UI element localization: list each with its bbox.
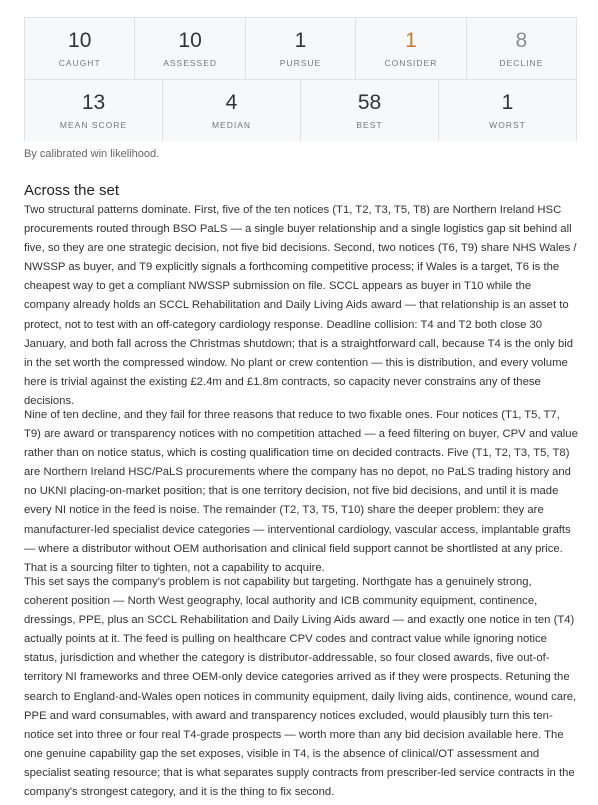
stat-median <box>162 80 300 141</box>
stat-consider <box>355 18 465 79</box>
stat-label: DECLINE <box>499 58 544 68</box>
stat-value: 4 <box>225 91 238 114</box>
stat-value: 10 <box>178 29 202 52</box>
paragraph-structural-patterns: Two structural patterns dominate. First, five of the ten notices (T1, T2, T3, T5, T8) are Northern Ireland HSC procurements routed through BSO PaLS — a single buyer relationship and a single logistics gap sit behind all five, so they are one strategic decision, not five bid decisions. Second, two notices (T6, T9) share NHS Wales / NWSSP as buyer, and T9 explicitly signals a forthcoming competitive process; if Wales is a target, T6 is the cheapest way to get a compliant NWSSP submission on file. SCCL appears as buyer in T10 while the company already holds an SCCL Rehabilitation and Daily Living Aids award — that relationship is an asset to protect, not to test with an off-category cardiology response. Deadline collision: T4 and T2 both close 30 January, and both fall across the Christmas shutdown; that is a straightforward call, because T4 is the only bid in the set worth the compressed window. No plant or crew contention — this is distribution, and every volume here is trivial against the existing £2.4m and £1.8m contracts, so capacity never constrains any of these decisions. <box>24 204 577 407</box>
stat-value: 1 <box>501 91 514 114</box>
stats-grid <box>24 17 577 141</box>
stat-value: 10 <box>68 29 92 52</box>
stats-row-scores <box>25 79 576 141</box>
paragraph-decline-reasons: Nine of ten decline, and they fail for three reasons that reduce to two fixable ones. Four notices (T1, T5, T7, T9) are award or transparency notices with no competition attached — a feed filtering on buyer, CPV and value rather than on notice status, which is costing qualification time on decided contracts. Five (T1, T2, T3, T5, T8) are Northern Ireland HSC/PaLS procurements where the company has no depot, no PaLS trading history and no UKNI placing-on-market position; that is one territory decision, not five bid decisions, and until it is made every NI notice in the feed is noise. The remainder (T2, T3, T5, T10) share the deeper problem: they are manufacturer-led specialist device categories — interventional cardiology, vascular access, implantable grafts — where a distributor without OEM authorisation and clinical field support cannot be shortlisted at any price. That is a sourcing filter to tighten, not a capability to acquire. <box>24 409 578 574</box>
stat-label: CAUGHT <box>58 58 101 68</box>
stat-value: 8 <box>515 29 528 52</box>
stat-best <box>300 80 438 141</box>
stats-caption: By calibrated win likelihood. <box>24 148 160 160</box>
stat-value: 1 <box>405 29 417 52</box>
stat-assessed <box>134 18 244 79</box>
stat-value: 13 <box>81 91 106 114</box>
paragraph-targeting: This set says the company's problem is not capability but targeting. Northgate has a genuinely strong, coherent position — North West geography, local authority and ICB community equipment, continence, dressings, PPE, plus an SCCL Rehabilitation and Daily Living Aids award — and exactly one notice in ten (T4) actually points at it. The feed is pulling on healthcare CPV codes and contract value while ignoring notice status, jurisdiction and whether the category is distributor-addressable, so four closed awards, five out-of-territory NI frameworks and three OEM-only device categories arrived as if they were prospects. Retuning the search to England-and-Wales open notices in community equipment, daily living aids, continence, wound care, PPE and ward consumables, with award and transparency notices excluded, would plausibly turn this ten-notice set into three or four real T4-grade prospects — worth more than any bid decision available here. The one genuine capability gap the set exposes, visible in T4, is the absence of clinical/OT assessment and specialist seating resource; that is what separates supply contracts from prescriber-led service contracts in the company's strongest category, and it is the thing to fix second. <box>24 576 577 799</box>
stat-label: PURSUE <box>279 58 322 68</box>
section-heading: Across the set <box>24 182 120 199</box>
stat-value: 1 <box>294 29 307 52</box>
stat-mean-score <box>25 80 162 141</box>
stat-label: WORST <box>489 120 526 130</box>
stat-label: BEST <box>356 120 383 130</box>
stats-row-decisions <box>25 18 576 79</box>
stat-label: CONSIDER <box>384 58 438 68</box>
stat-label: MEAN SCORE <box>59 120 128 130</box>
stat-decline <box>466 18 576 79</box>
stat-value: 58 <box>357 91 382 114</box>
stat-caught <box>25 18 134 79</box>
stat-pursue <box>245 18 355 79</box>
stat-worst <box>438 80 576 141</box>
stat-label: ASSESSED <box>163 58 218 68</box>
stat-label: MEDIAN <box>211 120 252 130</box>
